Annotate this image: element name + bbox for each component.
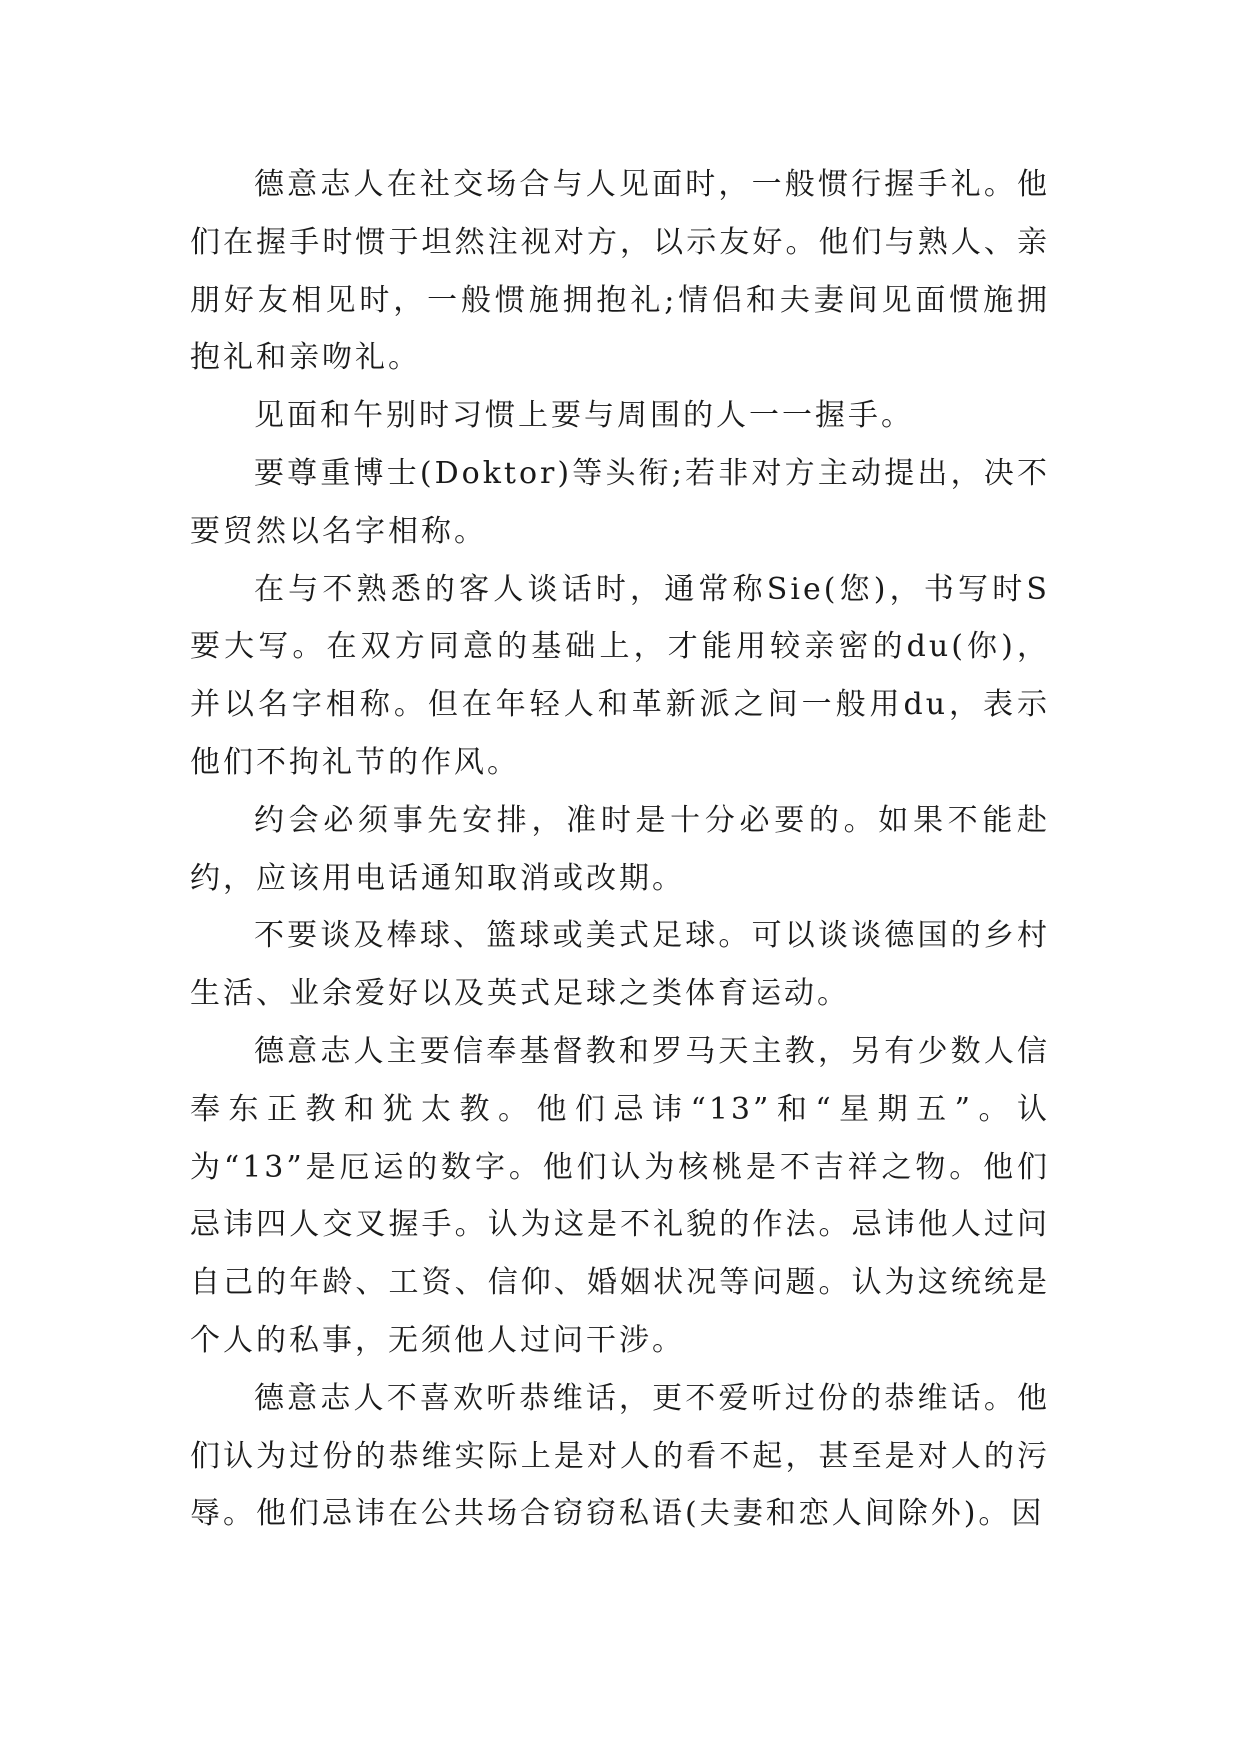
paragraph-forms-of-address: 在与不熟悉的客人谈话时，通常称Sie(您)，书写时S要大写。在双方同意的基础上，才能用较亲密的du(你)，并以名字相称。但在年轻人和革新派之间一般用du，表示他们不拘礼节的作风。 [190,571,1050,780]
paragraph-titles: 要尊重博士(Doktor)等头衔;若非对方主动提出，决不要贸然以名字相称。 [190,455,1050,549]
paragraph-greeting-customs: 德意志人在社交场合与人见面时，一般惯行握手礼。他们在握手时惯于坦然注视对方，以示友好。他们与熟人、亲朋好友相见时，一般惯施拥抱礼;情侣和夫妻间见面惯施拥抱礼和亲吻礼。 [190,167,1050,376]
document-page [190,156,1050,1543]
paragraph-conversation-topics: 不要谈及棒球、篮球或美式足球。可以谈谈德国的乡村生活、业余爱好以及英式足球之类体育运动。 [190,918,1050,1012]
paragraph-handshake-farewell: 见面和午别时习惯上要与周围的人一一握手。 [254,398,914,434]
paragraph-compliments: 德意志人不喜欢听恭维话，更不爱听过份的恭维话。他们认为过份的恭维实际上是对人的看不起，甚至是对人的污辱。他们忌讳在公共场合窃窃私语(夫妻和恋人间除外)。因 [190,1380,1050,1532]
paragraph-religion-taboos: 德意志人主要信奉基督教和罗马天主教，另有少数人信奉东正教和犹太教。他们忌讳“13”和“星期五”。认为“13”是厄运的数字。他们认为核桃是不吉祥之物。他们忌讳四人交叉握手。认为这是不礼貌的作法。忌讳他人过问自己的年龄、工资、信仰、婚姻状况等问题。认为这统统是个人的私事，无须他人过问干涉。 [190,1033,1050,1358]
paragraph-appointments: 约会必须事先安排，准时是十分必要的。如果不能赴约，应该用电话通知取消或改期。 [190,802,1050,896]
